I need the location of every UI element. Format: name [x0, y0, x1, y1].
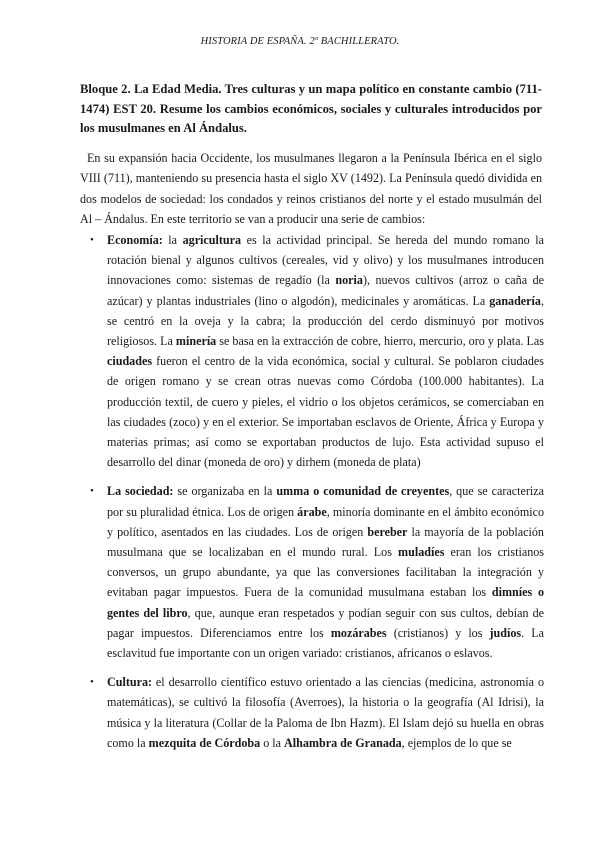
sociedad-term: mozárabes: [330, 625, 387, 640]
economia-text: ), nuevos cultivos (arroz o caña de azúcar) y plantas industriales (lino o algodón), medicinales y aromáticas. La: [107, 273, 544, 308]
sociedad-text: se organizaba en la: [173, 484, 277, 499]
list-item-cultura: [80, 672, 544, 753]
economia-text: es la actividad principal. Se hereda del mundo romano la rotación bienal y algunos cultivos (cereales, vid y olivo) y los musulmanes introducen innovaciones como: sistemas de regadío (la: [107, 233, 544, 288]
sociedad-term: árabe: [297, 504, 327, 519]
sociedad-term: dimníes o gentes del libro: [107, 585, 544, 620]
economia-text: fueron el centro de la vida económica, social y cultural. Se poblaron ciudades de origen romano y se crean otras nuevas como Córdoba (100.000 habitantes). La producción textil, de cuero y pieles, el vidrio o los objetos cerámicos, se comerciaban en las ciudades (zoco) y en el exterior. Se importaban esclavos de Oriente, África y Europa y materias primas; así como se exportaban productos de lujo. Esta actividad supuso el desarrollo del dinar (moneda de oro) y dirhem (moneda de plata): [107, 354, 544, 470]
economia-label: Economía:: [107, 233, 163, 247]
sociedad-text: , que, aunque eran respetados y podían seguir con sus cultos, debían de pagar impuestos. Diferenciamos entre los: [107, 605, 544, 640]
sociedad-text: . La esclavitud fue importante con un origen variado: cristianos, africanos o eslavos.: [107, 625, 544, 661]
economia-term: noria: [335, 273, 363, 288]
cultura-text: o la: [260, 735, 285, 750]
economia-text: se basa en la extracción de cobre, hierro, mercurio, oro y plata. Las: [216, 334, 544, 349]
sociedad-term: umma o comunidad de creyentes: [276, 484, 450, 499]
list-item-sociedad: [80, 481, 544, 663]
bullet-icon: •: [90, 676, 94, 689]
sociedad-text: la mayoría de la población musulmana que se localizaban en el mundo rural. Los: [107, 524, 544, 560]
cultura-label: Cultura:: [107, 675, 153, 690]
economia-text: la: [162, 233, 183, 247]
standard-title: EST 20. Resume los cambios económicos, sociales y culturales introducidos por los musulmanes en Al Ándalus.: [80, 101, 542, 135]
bullet-icon: •: [90, 234, 94, 246]
economia-term: agricultura: [182, 233, 242, 247]
bloque-title: Bloque 2. La Edad Media. Tres culturas y un mapa político en constante cambio (711-1474): [80, 82, 542, 116]
cultura-text: el desarrollo científico estuvo orientado a las ciencias (medicina, astronomía o matemáticas), se cultivó la filosofía (Averroes), la historia o la geografía (Al Idrisi), la música y la literatura (Collar de la Paloma de Ibn Hazm). El Islam dejó su huella en obras como la: [107, 675, 544, 750]
intro-paragraph: En su expansión hacia Occidente, los musulmanes llegaron a la Península Ibérica en el siglo VIII (711), manteniendo su presencia hasta el siglo XV (1492). La Península quedó dividida en dos modelos de sociedad: los condados y reinos cristianos del norte y el estado musulmán del Al – Ándalus. En este territorio se van a producir una serie de cambios:: [80, 151, 542, 227]
cultura-term: mezquita de Córdoba: [148, 735, 261, 750]
economia-term: ciudades: [107, 354, 153, 369]
sociedad-text: (cristianos) y los: [386, 625, 490, 640]
sociedad-text: , minoría dominante en el ámbito económico y político, asentados en las ciudades. Los de origen: [107, 504, 544, 539]
bullet-icon: •: [90, 485, 94, 498]
list-item-economia: [80, 230, 544, 472]
page-header: HISTORIA DE ESPAÑA. 2º BACHILLERATO.: [200, 36, 400, 47]
sociedad-text: , que se caracteriza por su pluralidad étnica. Los de origen: [107, 484, 544, 519]
topic-list: [80, 230, 544, 762]
economia-term: ganadería: [489, 293, 541, 308]
section-title: [80, 80, 542, 139]
sociedad-term: muladíes: [398, 545, 445, 560]
economia-term: minería: [175, 334, 217, 349]
sociedad-term: bereber: [367, 524, 408, 539]
cultura-text: , ejemplos de lo que se: [401, 735, 512, 750]
cultura-term: Alhambra de Granada: [284, 735, 402, 750]
sociedad-label: La sociedad:: [107, 484, 174, 499]
sociedad-text: eran los cristianos conversos, un grupo abundante, ya que las conversiones facilitaban la integración y evitaban pagar impuestos. Fuera de la comunidad musulmana estaban los: [107, 545, 544, 600]
economia-text: , se centró en la oveja y la cabra; la producción del cerdo disminuyó por motivos religiosos. La: [107, 293, 544, 349]
sociedad-term: judíos: [489, 625, 522, 640]
